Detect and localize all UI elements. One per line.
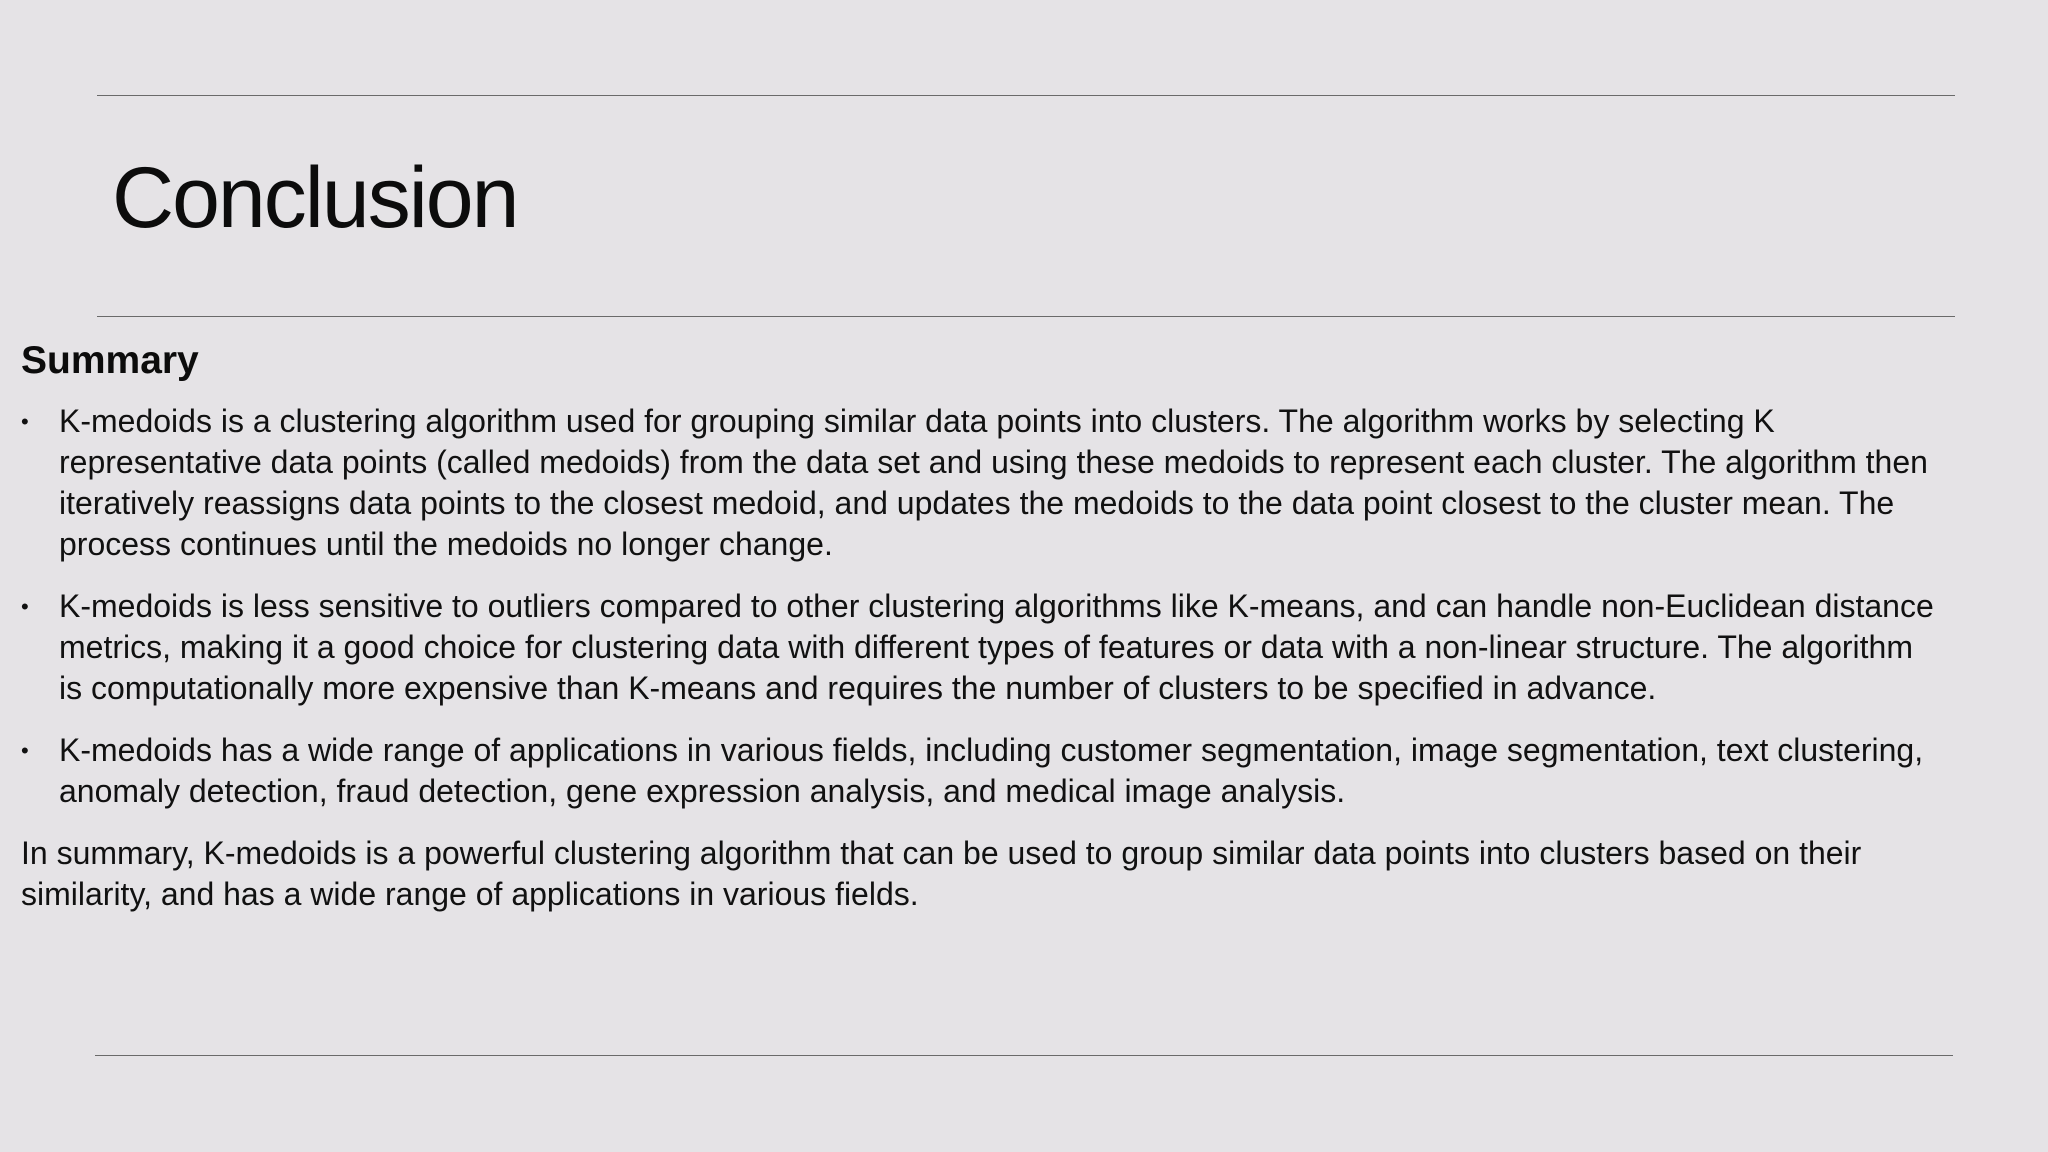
bottom-divider xyxy=(95,1055,1953,1056)
summary-bullet-list xyxy=(21,401,1936,812)
bullet-text: K-medoids is a clustering algorithm used for grouping similar data points into clusters. The algorithm works by selecting K representative data points (called medoids) from the data set and using these medoids to represent each cluster. The algorithm then iteratively reassigns data points to the closest medoid, and updates the medoids to the data point closest to the cluster mean. The process continues until the medoids no longer change. xyxy=(59,402,1928,562)
bullet-item xyxy=(21,401,1936,565)
bullet-text: K-medoids is less sensitive to outliers compared to other clustering algorithms like K-means, and can handle non-Euclidean distance metrics, making it a good choice for clustering data with different types of features or data with a non-linear structure. The algorithm is computationally more expensive than K-means and requires the number of clusters to be specified in advance. xyxy=(59,587,1934,706)
bullet-icon: • xyxy=(21,408,29,434)
slide-title: Conclusion xyxy=(112,150,518,246)
bullet-icon: • xyxy=(21,593,29,619)
bullet-item xyxy=(21,730,1936,812)
bullet-item xyxy=(21,586,1936,709)
top-divider xyxy=(97,95,1955,96)
bullet-text: K-medoids has a wide range of applications in various fields, including customer segmentation, image segmentation, text clustering, anomaly detection, fraud detection, gene expression analysis, and medical image analysis. xyxy=(59,731,1924,809)
summary-heading: Summary xyxy=(21,339,199,382)
slide-content xyxy=(21,338,1936,915)
bullet-icon: • xyxy=(21,737,29,763)
closing-paragraph: In summary, K-medoids is a powerful clustering algorithm that can be used to group similar data points into clusters based on their similarity, and has a wide range of applications in various fields. xyxy=(21,834,1862,912)
title-divider xyxy=(97,316,1955,317)
